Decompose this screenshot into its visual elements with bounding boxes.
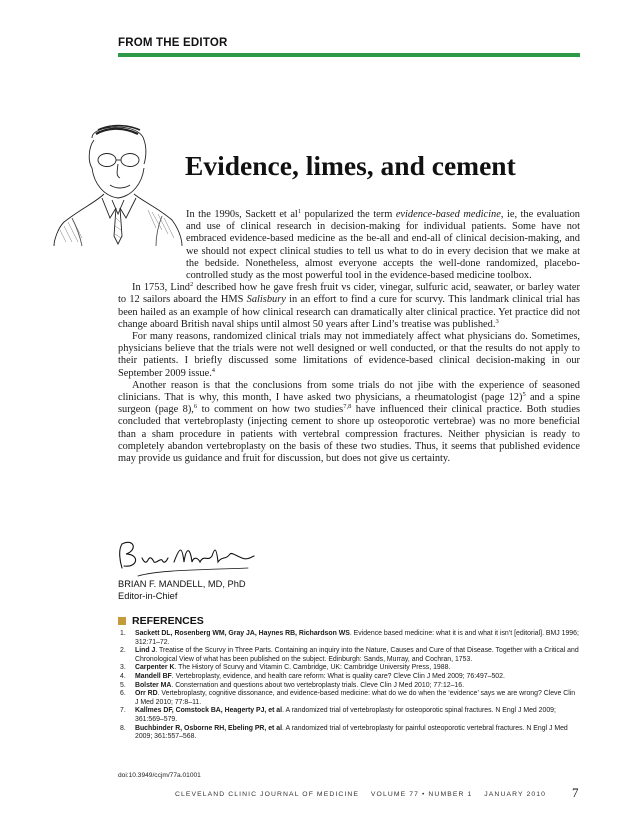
author-role: Editor-in-Chief bbox=[118, 591, 178, 601]
reference-item: 2. Lind J. Treatise of the Scurvy in Three Parts. Containing an inquiry into the Nature, Causes and Cure of that Disease. Together with a Critical and Chronological View of what has been published on the subject. Edinburgh: Sands, Murray, and Cochran, 1753. bbox=[120, 647, 579, 663]
paragraph-4: Another reason is that the conclusions from some trials do not jibe with the experience of seasoned clinicians. That is why, this month, I have asked two physicians, a rheumatologist (page 12)$^5$ and a spine surgeon (page 8),$^6$ to comment on how two studies$^{7,8}$ have influenced their clinical practice. Both studies concluded that vertebroplasty (injecting cement to shore up osteoporotic vertebrae) was no more beneficial than a sham procedure in patients with vertebral compression fractures. Neither physician is ready to completely abandon vertebroplasty on the basis of these two studies. Thus, it seems that published evidence may provide us guidance and fruit for discussion, but does not give us certainty. bbox=[118, 379, 581, 465]
section-rule bbox=[118, 53, 580, 57]
article-title: Evidence, limes, and cement bbox=[185, 150, 516, 181]
reference-item: 4. Mandell BF. Vertebroplasty, evidence, and health care reform: What is quality care? Cleve Clin J Med 2009; 76:497–502. bbox=[120, 672, 505, 680]
paragraph-2: In 1753, Lind$^2$ described how he gave fresh fruit vs cider, vinegar, sulfuric acid, seawater, or barley water to 12 sailors aboard the HMS Salisbury in an effort to find a cure for scurvy. This landmark clinical trial has been hailed as an example of how clinical research can dramatically alter clinical practice. Yet practice did not change aboard British naval ships until almost 50 years after Lind’s treatise was published.$^3$ bbox=[118, 281, 581, 330]
reference-item: 1. Sackett DL, Rosenberg WM, Gray JA, Haynes RB, Richardson WS. Evidence based medicine: what it is and what it isn’t [editorial]. BMJ 1996; 312:71–72. bbox=[120, 630, 579, 646]
reference-item: 7. Kallmes DF, Comstock BA, Heagerty PJ, et al. A randomized trial of vertebroplasty for osteoporotic spinal fractures. N Engl J Med 2009; 361:569–579. bbox=[120, 707, 556, 723]
references-heading: REFERENCES bbox=[118, 615, 204, 627]
page-number: 7 bbox=[572, 785, 579, 800]
article-body bbox=[118, 209, 580, 465]
reference-item: 3. Carpenter K. The History of Scurvy and Vitamin C. Cambridge, UK: Cambridge University Press, 1988. bbox=[120, 664, 451, 672]
reference-item: 5. Bolster MA. Consternation and questions about two vertebroplasty trials. Cleve Clin J Med 2010; 77:12–16. bbox=[120, 681, 465, 689]
reference-item: 8. Buchbinder R, Osborne RH, Ebeling PR, et al. A randomized trial of vertebroplasty for painful osteoporotic vertebral fractures. N Engl J Med 2009; 361:557–568. bbox=[120, 724, 568, 741]
reference-item: 6. Orr RD. Vertebroplasty, cognitive dissonance, and evidence-based medicine: what do we do when the ‘evidence’ says we are wrong? Cleve Clin J Med 2010; 77:8–11. bbox=[120, 690, 576, 706]
section-label: FROM THE EDITOR bbox=[118, 37, 228, 49]
author-block bbox=[118, 578, 246, 602]
doi-text: doi:10.3949/ccjm/77a.01001 bbox=[118, 772, 201, 779]
paragraph-1: In the 1990s, Sackett et $al^1$ popularized the term evidence-based medicine, ie, the evaluation and use of clinical research in decision-making for individual patients. Some have not embraced evidence-based medicine as the be-all and end-all of clinical decision-making, and we should not expect clinical studies to tell us what to do in every decision that we make at the bedside. Nonetheless, almost everyone accepts the well-done randomized, placebo-controlled study as the most powerful tool in the evidence-based medicine toolbox. bbox=[186, 208, 581, 282]
paragraph-3: For many reasons, randomized clinical trials may not immediately affect what physicians do. Sometimes, physicians believe that the trials were not well designed or well conducted, or that the results do not apply to their patients. I briefly discussed some limitations of evidence-based clinical decision-making in our September 2009 issue.$^4$ bbox=[118, 331, 580, 379]
journal-footer: CLEVELAND CLINIC JOURNAL OF MEDICINE VOLUME 77 • NUMBER 1 JANUARY 2010 bbox=[174, 791, 546, 798]
author-name: BRIAN F. MANDELL, MD, PhD bbox=[118, 579, 246, 589]
reference-list bbox=[118, 630, 580, 742]
square-bullet-icon bbox=[118, 617, 126, 625]
